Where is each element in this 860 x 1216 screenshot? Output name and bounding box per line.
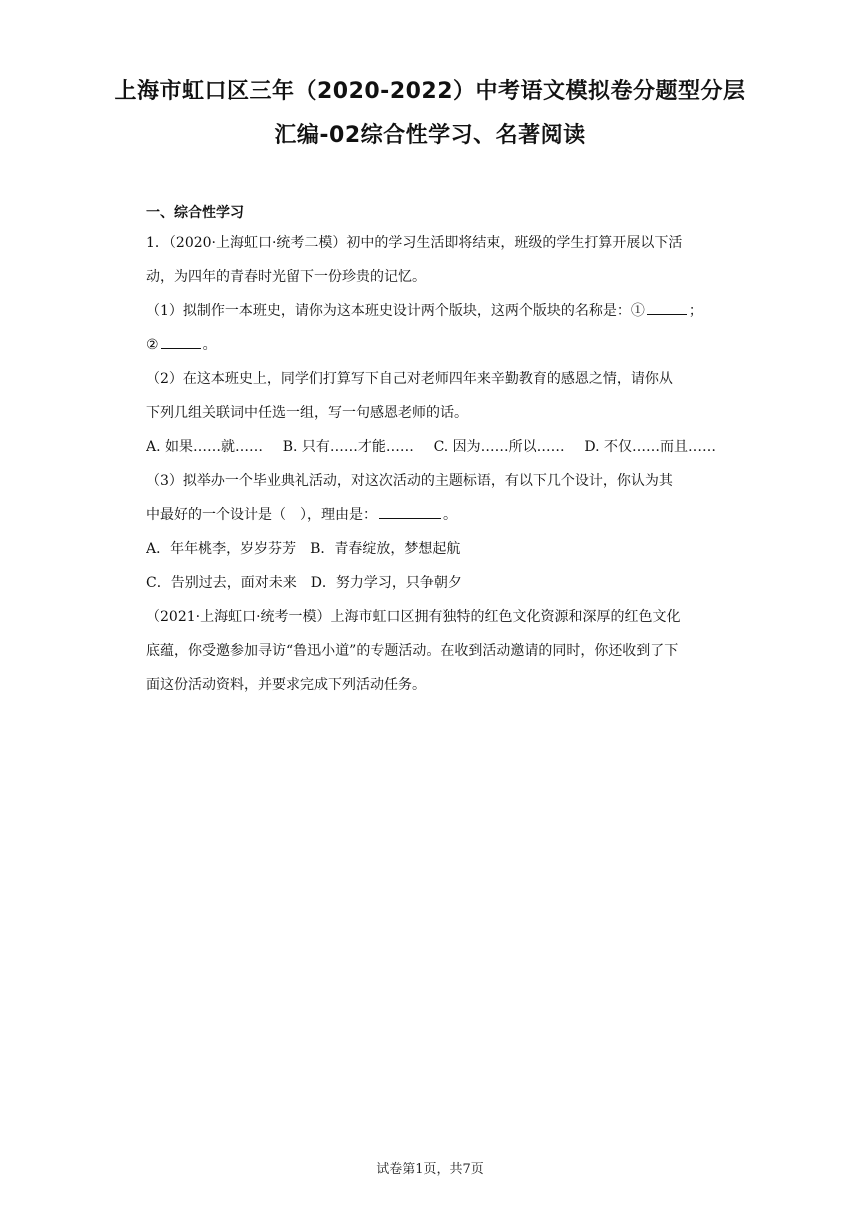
- part-1-separator: ；: [688, 303, 703, 319]
- page-footer: 试卷第1页，共7页: [376, 1162, 484, 1177]
- part-3-text: 中最好的一个设计是（ ），理由是：: [146, 507, 377, 523]
- option-d: D. 不仅……而且……: [584, 439, 716, 455]
- document-title-line-2: 汇编-02综合性学习、名著阅读: [274, 123, 586, 148]
- question-1-part-3-line-2: [146, 504, 716, 524]
- question-2-intro-line-3: 面这份活动资料，并要求完成下列活动任务。: [146, 677, 426, 693]
- question-1-part-3-line-1: （3）拟举办一个毕业典礼活动，对这次活动的主题标语，有以下几个设计，你认为其: [146, 473, 673, 489]
- question-1-part-1-line-2: [146, 334, 716, 354]
- section-heading: 一、综合性学习: [146, 205, 244, 221]
- question-1-intro-line-1: 1．（2020·上海虹口·统考二模）初中的学习生活即将结束，班级的学生打算开展以下活: [146, 235, 683, 251]
- part-1-end: 。: [202, 337, 217, 353]
- question-2-intro-line-2: 底蕴，你受邀参加寻访“鲁迅小道”的专题活动。在收到活动邀请的同时，你还收到了下: [146, 643, 679, 659]
- part-1-text: （1）拟制作一本班史，请你为这本班史设计两个版块，这两个版块的名称是：①: [146, 303, 645, 319]
- answer-blank-2[interactable]: [161, 334, 201, 349]
- question-1-part-2-options: [146, 436, 716, 456]
- document-title-line-1: 上海市虹口区三年（2020-2022）中考语文模拟卷分题型分层: [114, 79, 746, 104]
- option-a: A. 如果……就……: [146, 439, 264, 455]
- part-1-second-label: ②: [146, 337, 159, 353]
- option-b: B. 只有……才能……: [282, 439, 414, 455]
- question-1-part-1-line-1: [146, 300, 716, 320]
- option-c: C. 因为……所以……: [433, 439, 565, 455]
- question-1-intro-line-2: 动，为四年的青春时光留下一份珍贵的记忆。: [146, 269, 426, 285]
- question-1-part-3-options-cd: C．告别过去，面对未来 D．努力学习，只争朝夕: [146, 575, 462, 591]
- question-1-part-2-line-1: （2）在这本班史上，同学们打算写下自己对老师四年来辛勤教育的感恩之情，请你从: [146, 371, 673, 387]
- answer-blank-1[interactable]: [647, 300, 687, 315]
- question-1-part-2-line-2: 下列几组关联词中任选一组，写一句感恩老师的话。: [146, 405, 468, 421]
- answer-blank-3[interactable]: [379, 504, 441, 519]
- question-2-intro-line-1: （2021·上海虹口·统考一模）上海市虹口区拥有独特的红色文化资源和深厚的红色文化: [146, 609, 681, 625]
- part-3-end: 。: [443, 507, 457, 523]
- question-1-part-3-options-ab: A．年年桃李，岁岁芬芳 B．青春绽放，梦想起航: [146, 541, 461, 557]
